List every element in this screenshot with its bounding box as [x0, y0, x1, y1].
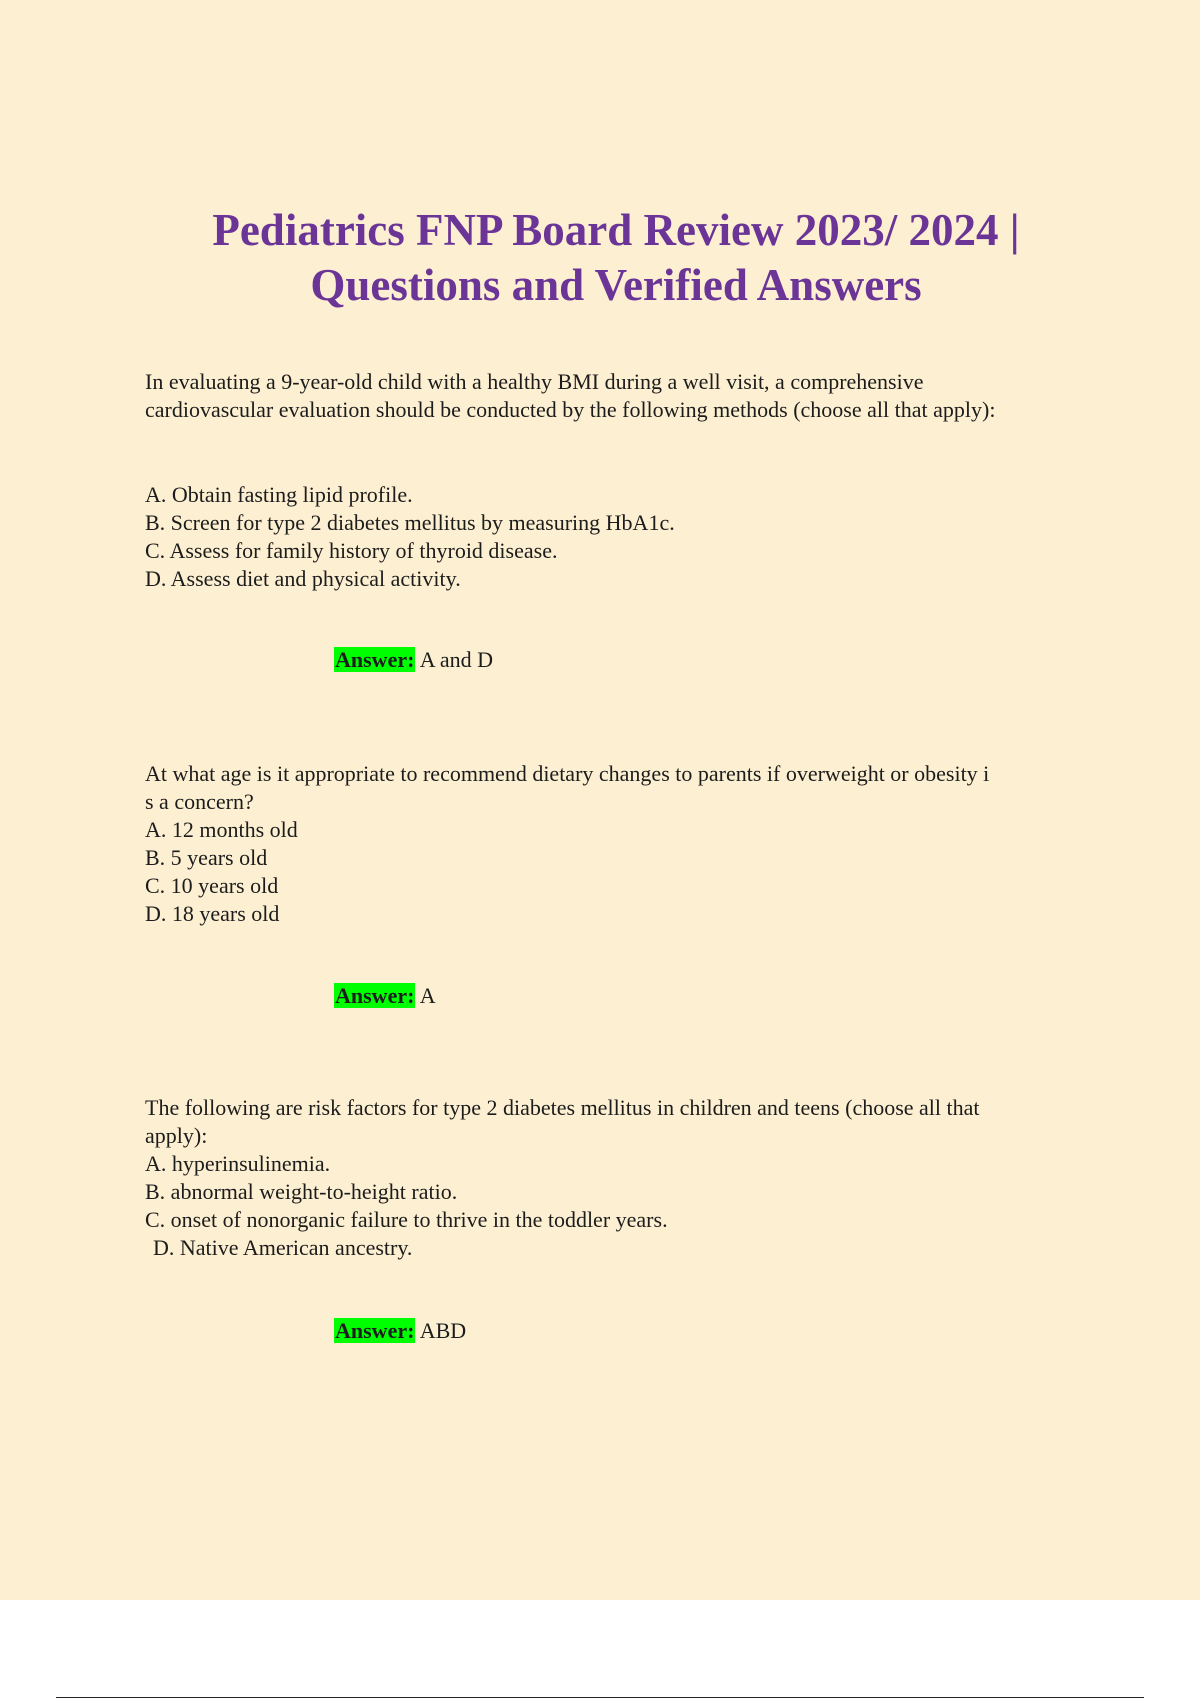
title-line-2: Questions and Verified Answers — [310, 260, 922, 310]
question-1-option-c: C. Assess for family history of thyroid disease. — [145, 538, 558, 563]
question-3-stem-line-2: apply): — [145, 1123, 208, 1148]
question-2-answer — [334, 982, 436, 1010]
question-3-option-a: A. hyperinsulinemia. — [145, 1151, 331, 1176]
question-1-option-b: B. Screen for type 2 diabetes mellitus by measuring HbA1c. — [145, 510, 675, 535]
question-1-answer-value: A and D — [419, 647, 494, 672]
question-3-option-d: D. Native American ancestry. — [153, 1235, 413, 1260]
question-2-option-b: B. 5 years old — [145, 845, 268, 870]
question-3-answer — [334, 1317, 466, 1345]
title-line-1: Pediatrics FNP Board Review 2023/ 2024 | — [212, 205, 1020, 255]
question-2-options — [145, 816, 1095, 928]
question-1-option-d: D. Assess diet and physical activity. — [145, 566, 461, 591]
question-3-option-c: C. onset of nonorganic failure to thrive in the toddler years. — [145, 1207, 668, 1232]
question-2-stem — [145, 760, 1095, 816]
question-1-answer-label: Answer: — [335, 647, 415, 672]
question-3-stem-line-1: The following are risk factors for type 2 diabetes mellitus in children and teens (choose all that — [145, 1095, 980, 1120]
question-1-stem-line-2: cardiovascular evaluation should be conducted by the following methods (choose all that apply): — [145, 397, 996, 422]
question-1-options — [145, 481, 1095, 593]
page-title — [0, 203, 1200, 313]
question-2-option-a: A. 12 months old — [145, 817, 298, 842]
question-2-stem-line-2: s a concern? — [145, 789, 254, 814]
footer-divider — [56, 1697, 1144, 1698]
question-1-answer — [334, 646, 493, 674]
question-1-stem-line-1: In evaluating a 9-year-old child with a healthy BMI during a well visit, a comprehensive — [145, 369, 924, 394]
question-1-stem — [145, 368, 1095, 424]
question-2-option-d: D. 18 years old — [145, 901, 280, 926]
question-2-answer-value: A — [419, 983, 436, 1008]
question-3-option-b: B. abnormal weight-to-height ratio. — [145, 1179, 458, 1204]
question-1-option-a: A. Obtain fasting lipid profile. — [145, 482, 413, 507]
question-2-stem-line-1: At what age is it appropriate to recommend dietary changes to parents if overweight or obesity i — [145, 761, 990, 786]
question-2-option-c: C. 10 years old — [145, 873, 279, 898]
question-3-options — [145, 1150, 1095, 1262]
question-3-answer-label: Answer: — [335, 1318, 415, 1343]
question-2-answer-label: Answer: — [335, 983, 415, 1008]
question-3-stem — [145, 1094, 1095, 1150]
question-3-answer-value: ABD — [419, 1318, 467, 1343]
